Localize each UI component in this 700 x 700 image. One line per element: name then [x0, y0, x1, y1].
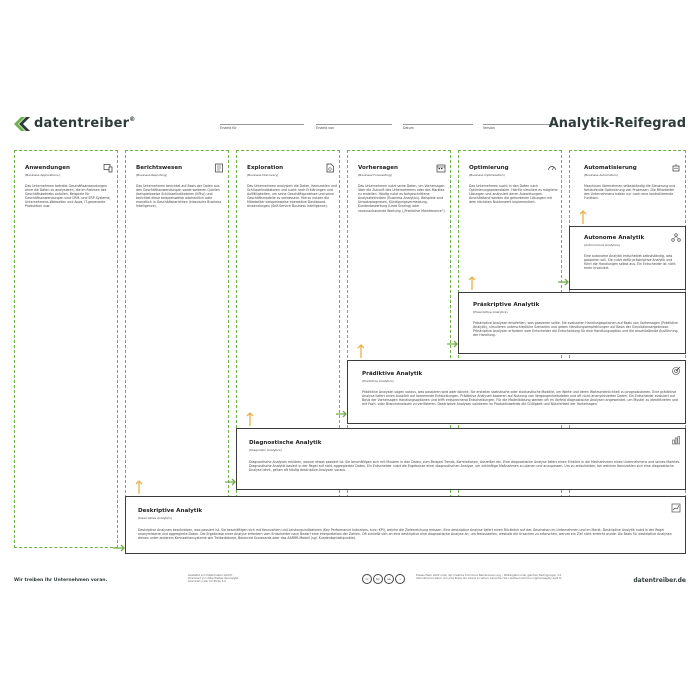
- level-subtitle: (Autonomous Analytics): [584, 243, 620, 247]
- column-title: Berichtswesen: [136, 165, 183, 171]
- column-title: Vorhersagen: [358, 165, 399, 171]
- column-subtitle: (Business Optimization): [469, 173, 505, 177]
- field-date: Datum: [403, 126, 414, 130]
- level-description: Präskriptive Analysen empfehlen, was passieren sollte. Sie evaluieren Handlungsoptionen auf Basis von Vorhersagen (Prädiktive Analytik), simulieren unterschiedliche Szenarien und geben Handlungsempfehlungen auf Basis der Simulationsergebnisse. Präskriptive Analysen erfordern vom Entscheider die Entscheidung für eine Handlungsoption und die anschließende Ausführung der Handlung.: [473, 321, 679, 338]
- column-description: Maschinen übernehmen selbstständig die Steuerung und fortlaufende Optimierung von Prozessen. Die Mitarbeiter des Unternehmens haben nur noch eine kontrollierende Funktion.: [584, 184, 676, 201]
- field-version: Version: [483, 126, 495, 130]
- cc-sa-icon: sa: [384, 574, 394, 584]
- level-subtitle: (Predictive Analytics): [362, 379, 394, 383]
- column-title: Optimierung: [469, 165, 509, 171]
- level-title: Diagnostische Analytik: [249, 440, 322, 446]
- credit-line: Lizenziert unter CC BY-SA 4.0: [188, 580, 226, 584]
- credit-line: Gestaltet von Datentreiber GmbH.: [188, 574, 233, 577]
- column-description: Das Unternehmen sucht in den Daten nach Optimierungspotenzialen. Hierfür simuliert es mögliche Lösungen und analysiert deren Auswirkungen. Anschließend werden die gefundenen Lösungen mit dem höchsten Nutzenwert implementiert.: [469, 184, 558, 205]
- page-title: Analytik-Reifegrad: [548, 116, 686, 131]
- info-icon: i: [395, 574, 405, 584]
- column-subtitle: (Business Applications): [25, 173, 60, 177]
- field-created-by: Erstellt von: [316, 126, 335, 130]
- level-description: Diagnostische Analysen erklären, warum etwas passiert ist. Sie beschäftigen sich mit Mustern in den Daten, zum Beispiel Trends, Korrelationen, Ausreißer etc. Eine diagnostische Analyse liefert einen Einblick in die Mechanismen eines Unternehmens und seines Marktes. Diagnostische Analytik basiert in der Regel auf nicht aggregierten Daten. Ein Entscheider nutzt die Ergebnisse einer diagnostischen Analyse, um zukünftige Maßnahmen zu planen und anzupassen. Um zu entscheiden, bei welchen Kennzahlen sich eine diagnostische Analyse lohnt, gehen oft häufig deskriptive Analysen voraus.: [249, 460, 681, 473]
- credit-line: Download von datentreiber.de/analytik: [188, 577, 239, 581]
- level-subtitle: (Descriptive Analytics): [138, 516, 172, 520]
- credit-block: [188, 574, 298, 584]
- logo-text: datentreiber®: [34, 116, 136, 131]
- slogan: Wir treiben Ihr Unternehmen voran.: [14, 578, 108, 583]
- level-title: Deskriptive Analytik: [138, 508, 203, 514]
- field-created-for: Erstellt für: [220, 126, 237, 130]
- level-description: Eine autonome Analytik entscheidet selbstständig, was passieren soll. Sie nutzt dafür präskriptive Analytik und führt die Handlungen selbst aus. Ein Entscheider ist nicht mehr involviert.: [584, 254, 676, 271]
- level-description: Prädiktive Analysen sagen voraus, was passieren wird oder könnte. Sie erstellen statistische oder stochastische Modelle, um Werte und deren Wahrscheinlichkeit zu prognostizieren. Eine prädiktive Analyse liefert einen Ausblick auf kommende Entwicklungen. Prädiktive Analysen basieren auf Nutzung von Vergangenheitsdaten und oft nicht anonymisierten Daten. Ein Entscheider evaluiert auf Basis der Vorhersagen Handlungsoptionen und trifft entsprechend Entscheidungen. Für die Modellbildung werden oft im Vorfeld diagnostische Analysen angewendet, um Muster zu identifizieren und mit Fach- oder Branchenwissen zu verifizieren. Deskriptive Analysen validieren im Produktivbetrieb die Gültigkeit und Nützlichkeit der Vorhersagen.: [362, 390, 679, 407]
- level-title: Prädiktive Analytik: [362, 371, 423, 377]
- cc-by-icon: by: [373, 574, 383, 584]
- cc-icon: cc: [362, 574, 372, 584]
- license-text: Dieses Werk steht unter der Creative Commons Namensnennung – Weitergabe unter gleichen Bedingungen 4.0 International Lizenz. Um eine Kopie der Lizenz zu sehen, besuchen Sie creativecommons.org/licenses/by-sa/4.0/: [416, 574, 562, 581]
- column-title: Automatisierung: [584, 165, 637, 171]
- arrow-up: [136, 211, 586, 494]
- level-title: Präskriptive Analytik: [473, 302, 540, 308]
- column-subtitle: (Business Reporting): [136, 173, 168, 177]
- arrow-right: [113, 279, 568, 551]
- level-title: Autonome Analytik: [584, 235, 645, 241]
- column-description: Das Unternehmen berichtet auf Basis der Daten aus den Geschäftsanwendungen sowie weiteren Quellen (beispielsweise Schlüsselindikatoren (KPIs)) und berichtet diese beispielsweise wöchentlich oder monatlich in Geschäftsberichten (klassische Business Intelligence).: [136, 184, 222, 209]
- column-subtitle: (Business Discovery): [247, 173, 279, 177]
- column-description: Das Unternehmen analysiert die Daten, Kennzahlen und Schlüsselindikatoren und sucht nach Erklärungen und Auffälligkeiten, um seine Geschäftsprozesse und seine Geschäftsmodelle zu verbessern. Hierzu nutzen die Mitarbeiter beispielsweise interaktive Dashboard-Anwendungen (Self-Service Business Intelligence).: [247, 184, 337, 209]
- level-description: Deskriptive Analysen beschreiben, was passiert ist. Sie beschäftigen sich mit Kennzahlen und Leistungsindikatoren (Key Performance Indicators, kurz: KPI), welche die Zielerreichung messen. Eine deskriptive Analyse liefert einen Rückblick auf das Geschehen im Unternehmen und im Markt. Deskriptive Analytik nutzt in der Regel anonymisierte und aggregierte Daten. Die Ergebnisse einer Analyse erfordern vom Entscheider nach Bedarf eine Interpretation der Zahlen. Oft schließt sich an eine deskriptive eine diagnostische Analyse an, um festzustellen, weshalb die Ursachen zu erforschen, warum ein Ziel nicht erreicht wurde. Als Basis für deskriptive Analysen dienen unter anderem Kennzahlensysteme wie Treiberbäume, Balanced Scorecards oder das AARRR-Modell (sgl. Kundenkontaktpunkte).: [138, 528, 672, 541]
- column-subtitle: (Business Forecasting): [358, 173, 392, 177]
- column-description: Das Unternehmen betreibt Geschäftsanwendungen ohne die Daten zu analysieren, die im Rahmen des Geschäftsbetriebs anfallen. Beispiele für Geschäftsanwendungen sind CRM- und ERP-Systeme, Unternehmens-Webseiten und Apps, IT-gesteuerte Produktion usw.: [25, 184, 111, 209]
- column-title: Exploration: [247, 165, 284, 171]
- level-subtitle: (Prescriptive Analytics): [473, 310, 508, 314]
- column-description: Das Unternehmen nutzt seine Daten, um Vorhersagen über die Zukunft des Unternehmens oder des Marktes zu erstellen. Häufig nutzt es fortgeschrittene Analysetechniken (Business Analytics). Beispiele sind Umsatzprognosen, Kündigungsvermeidung, Kundenbewertung (Lead Scoring) oder vorausschauende Wartung („Predictive Maintenance“).: [358, 184, 446, 213]
- column-title: Anwendungen: [25, 165, 71, 171]
- level-subtitle: (Diagnostic Analytics): [249, 448, 282, 452]
- column-subtitle: (Business Automation): [584, 173, 618, 177]
- website-link[interactable]: datentreiber.de: [633, 577, 686, 584]
